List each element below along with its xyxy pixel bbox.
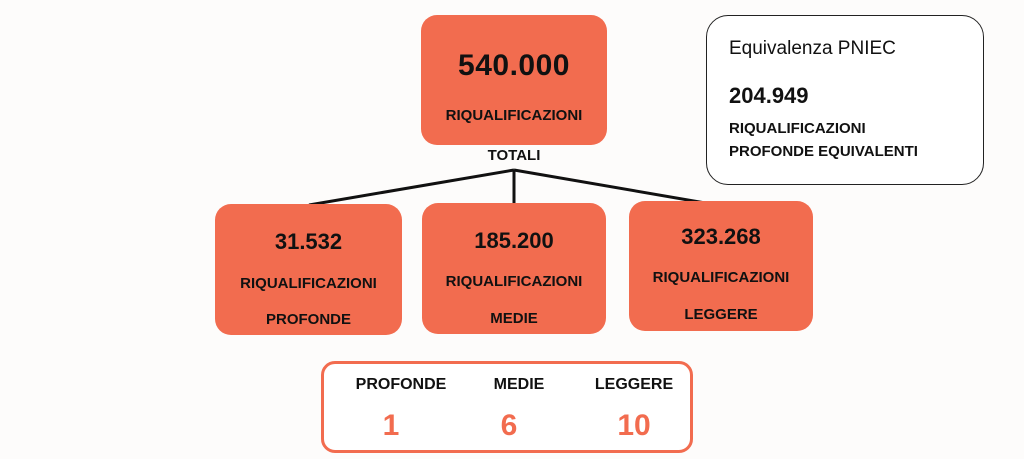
child-label: RIQUALIFICAZIONI [652, 269, 790, 286]
child-sublabel: LEGGERE [684, 306, 758, 323]
connector-root-right [514, 170, 717, 205]
total-sublabel: TOTALI [487, 147, 541, 164]
child-value: 31.532 [274, 229, 343, 254]
total-value: 540.000 [458, 49, 570, 82]
child-node-profonde [215, 204, 402, 335]
connector-root-left [309, 170, 514, 205]
ratio-value-medie: 6 [500, 409, 518, 442]
total-label: RIQUALIFICAZIONI [445, 107, 583, 124]
child-value: 185.200 [474, 228, 554, 253]
child-label: RIQUALIFICAZIONI [445, 273, 583, 290]
child-node-leggere [629, 201, 813, 331]
equivalence-label: RIQUALIFICAZIONI [729, 120, 866, 137]
equivalence-value: 204.949 [729, 83, 809, 108]
child-sublabel: MEDIE [490, 310, 538, 327]
ratio-value-leggere: 10 [617, 409, 651, 442]
child-label: RIQUALIFICAZIONI [240, 275, 377, 292]
equivalence-box [706, 15, 984, 185]
ratio-header-leggere: LEGGERE [594, 376, 674, 393]
ratio-box [321, 361, 693, 453]
child-sublabel: PROFONDE [265, 311, 351, 328]
ratio-header-medie: MEDIE [493, 376, 545, 393]
ratio-value-profonde: 1 [382, 409, 400, 442]
ratio-header-profonde: PROFONDE [355, 376, 447, 393]
total-node [421, 15, 607, 145]
child-value: 323.268 [681, 224, 761, 249]
child-node-medie [422, 203, 606, 334]
equivalence-title: Equivalenza PNIEC [729, 38, 896, 59]
equivalence-sublabel: PROFONDE EQUIVALENTI [729, 143, 918, 160]
